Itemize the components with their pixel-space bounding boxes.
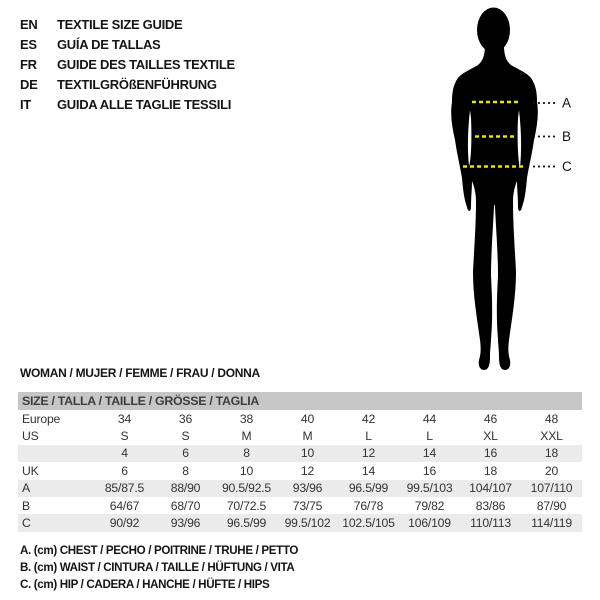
size-cell: 42 [361,411,376,426]
language-row-es [20,35,235,55]
measurement-legend [20,543,298,593]
size-cell: 88/90 [155,480,216,497]
size-cell: 8 [216,445,277,462]
size-cell: 4 [94,445,155,462]
size-cell: 90.5/92.5 [216,480,277,497]
size-cell: 10 [277,445,338,462]
language-code: FR [20,57,37,72]
size-cell: 44 [422,411,437,426]
language-code: DE [20,77,38,92]
table-header: SIZE / TALLA / TAILLE / GRÖSSE / TAGLIA [18,392,582,410]
size-cell: 79/82 [414,498,445,513]
size-cell: 46 [483,411,498,426]
size-cell: 34 [117,411,132,426]
size-cell: 40 [300,411,315,426]
silhouette-head [477,8,510,53]
woman-silhouette-figure [420,0,600,378]
size-cell: 85/87.5 [94,480,155,497]
waist-label: B [562,129,572,144]
chest-label: A [562,95,572,111]
size-cell: XL [483,429,498,444]
hip-label: C [562,159,572,174]
size-cell: 36 [178,411,193,426]
table-row-chest-a [18,480,582,497]
size-cell: 106/109 [399,514,460,531]
size-cell: 83/86 [475,498,506,513]
row-label [18,445,94,462]
size-cell: 8 [182,463,189,478]
table-row-us-numeric [18,445,582,462]
table-row-hip-c [18,514,582,531]
legend-line-hip: C. (cm) HIP / CADERA / HANCHE / HÜFTE / HIPS [20,577,270,591]
language-row-de [20,75,235,95]
size-cell: 12 [300,463,315,478]
table-row-waist-b [18,497,582,514]
size-cell: 48 [544,411,559,426]
language-title: GUÍA DE TALLAS [57,37,161,52]
table-row-europe [18,410,582,427]
size-cell: 110/113 [460,514,521,531]
size-cell: 18 [483,463,498,478]
size-cell: L [426,429,433,444]
language-row-fr [20,55,235,75]
size-cell: 64/67 [109,498,140,513]
size-cell: 20 [544,463,559,478]
size-cell: S [181,429,190,444]
size-cell: M [241,429,252,444]
language-title: GUIDE DES TAILLES TEXTILE [57,57,235,72]
table-row-uk [18,462,582,479]
size-cell: 99.5/103 [399,480,460,497]
row-label: UK [22,463,39,478]
row-label: US [22,429,39,444]
size-cell: S [120,429,129,444]
size-cell: XXL [540,429,563,444]
size-cell: 70/72.5 [226,498,267,513]
size-cell: 99.5/102 [277,514,338,531]
size-cell: 93/96 [155,514,216,531]
size-cell: 102.5/105 [338,514,399,531]
size-cell: 14 [361,463,376,478]
size-cell: L [365,429,372,444]
section-title: WOMAN / MUJER / FEMME / FRAU / DONNA [20,366,260,380]
size-cell: 14 [399,445,460,462]
size-cell: 104/107 [460,480,521,497]
language-row-en [20,15,235,35]
size-cell: 16 [460,445,521,462]
language-title: TEXTILGRÖßENFÜHRUNG [57,77,217,92]
size-table [18,392,582,532]
size-cell: 10 [239,463,254,478]
table-header-row [18,392,582,410]
size-cell: 18 [521,445,582,462]
size-cell: 96.5/99 [338,480,399,497]
language-code: EN [20,17,38,32]
language-title: TEXTILE SIZE GUIDE [57,17,183,32]
size-cell: 38 [239,411,254,426]
size-cell: 87/90 [536,498,567,513]
size-cell: 90/92 [94,514,155,531]
language-row-it [20,95,235,115]
language-title: GUIDA ALLE TAGLIE TESSILI [57,97,232,112]
size-cell: 107/110 [521,480,582,497]
row-label: C [18,514,94,531]
legend-line-waist: B. (cm) WAIST / CINTURA / TAILLE / HÜFTUNG / VITA [20,560,295,574]
size-cell: 68/70 [170,498,201,513]
size-cell: 73/75 [292,498,323,513]
table-row-us [18,427,582,444]
row-label: B [22,498,30,513]
size-cell: 6 [121,463,128,478]
size-cell: 96.5/99 [216,514,277,531]
size-cell: M [302,429,313,444]
row-label: Europe [22,411,61,426]
row-label: A [18,480,94,497]
language-code: IT [20,97,31,112]
language-title-list [20,15,235,115]
size-cell: 16 [422,463,437,478]
size-cell: 6 [155,445,216,462]
size-cell: 76/78 [353,498,384,513]
silhouette-body [451,45,538,370]
size-cell: 12 [338,445,399,462]
legend-line-chest: A. (cm) CHEST / PECHO / POITRINE / TRUHE / PETTO [20,544,299,557]
size-cell: 93/96 [277,480,338,497]
size-cell: 114/119 [521,514,582,531]
language-code: ES [20,37,37,52]
